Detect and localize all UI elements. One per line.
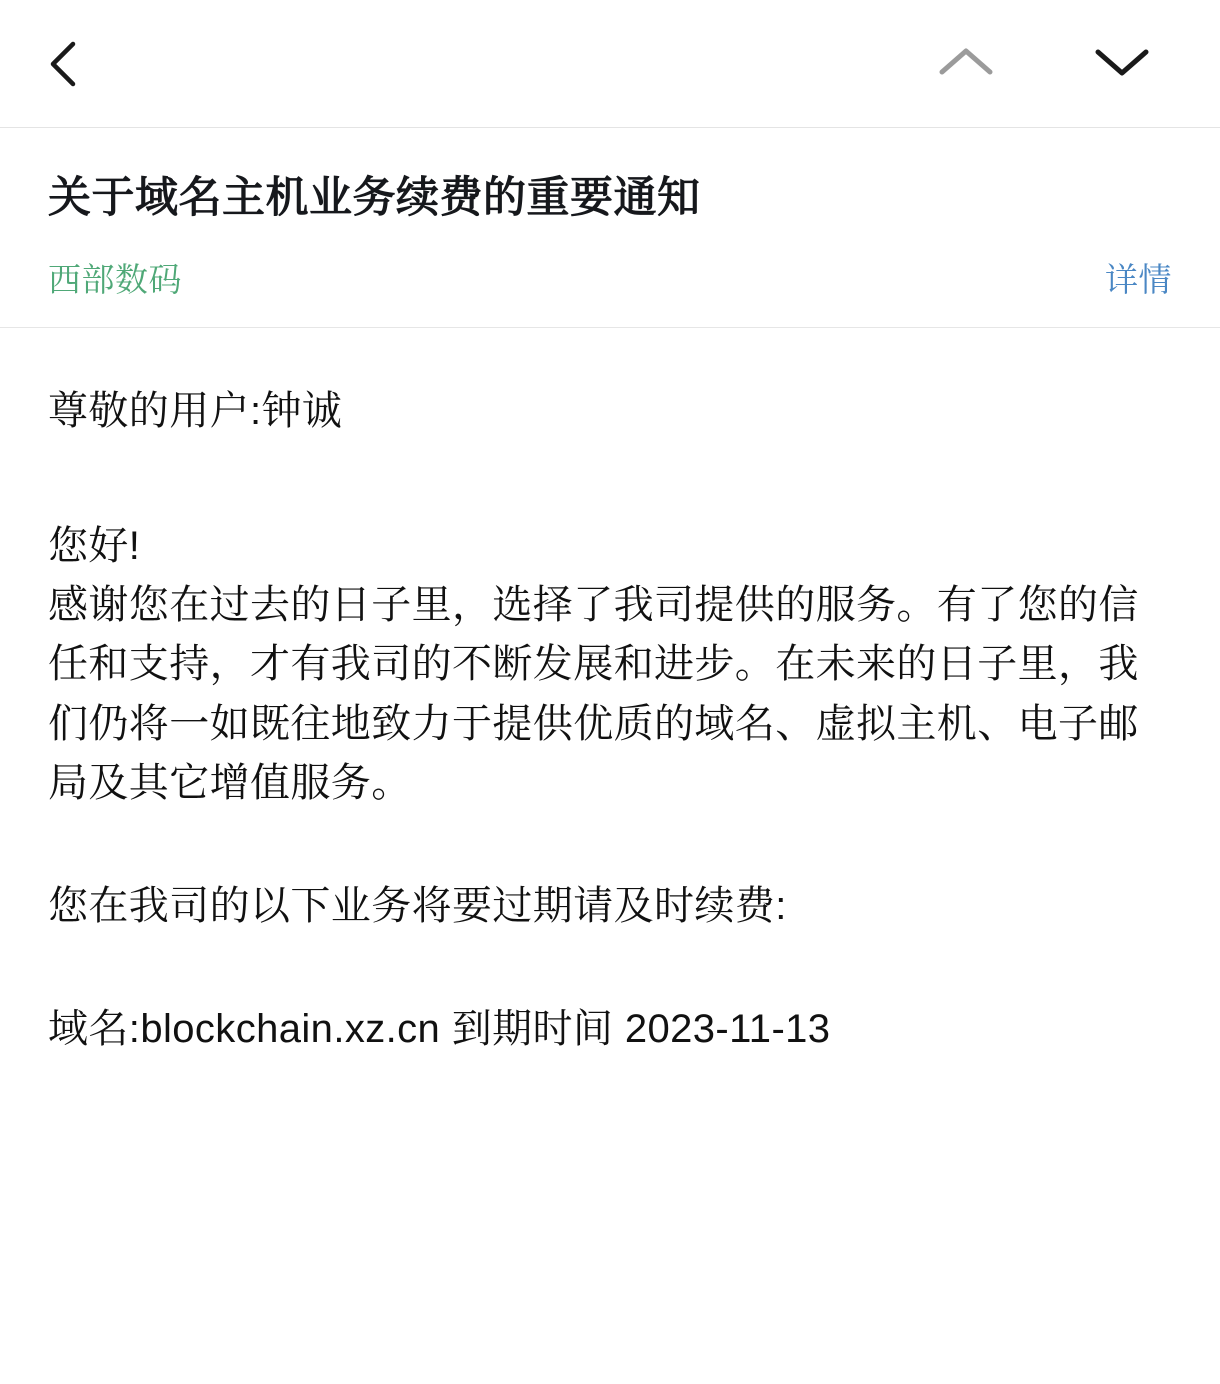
chevron-up-icon (936, 42, 996, 87)
detail-link[interactable]: 详情 (1105, 260, 1172, 298)
chevron-down-icon (1092, 42, 1152, 87)
top-navigation-bar (0, 0, 1220, 128)
body-paragraph-2: 您在我司的以下业务将要过期请及时续费: (48, 883, 787, 928)
salutation-text: 尊敬的用户:钟诚 (48, 388, 343, 433)
body-spacer-3 (48, 936, 1172, 1000)
next-message-button[interactable] (1094, 36, 1150, 92)
sender-name: 西部数码 (48, 260, 182, 298)
previous-message-button[interactable] (938, 36, 994, 92)
greeting-text: 您好! (48, 523, 141, 568)
back-button[interactable] (38, 38, 90, 90)
body-paragraph-1: 感谢您在过去的日子里，选择了我司提供的服务。有了您的信任和支持，才有我司的不断发展和进步。在未来的日子里，我们仍将一如既往地致力于提供优质的域名、虚拟主机、电子邮局及其它增值服务。 (48, 583, 1139, 805)
body-spacer-2 (48, 813, 1172, 877)
body-spacer (48, 441, 1172, 517)
message-header (0, 128, 1220, 328)
page-title: 关于域名主机业务续费的重要通知 (48, 174, 701, 222)
message-meta-row (48, 254, 1172, 301)
message-body (0, 328, 1220, 1060)
nav-arrow-group (938, 36, 1150, 92)
chevron-left-icon (44, 38, 84, 90)
domain-expiry-line: 域名:blockchain.xz.cn 到期时间 2023-11-13 (48, 1007, 831, 1052)
